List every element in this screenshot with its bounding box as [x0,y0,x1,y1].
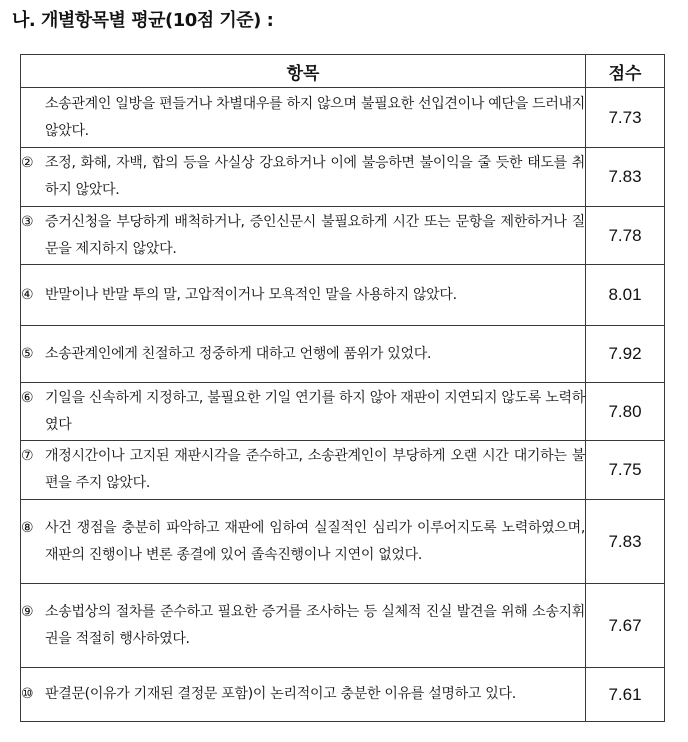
score-cell: 7.83 [586,500,665,584]
score-cell: 7.92 [586,326,665,383]
table-row [21,584,665,668]
item-number: ⑩ [21,686,34,702]
item-text-wrap [21,91,585,145]
item-text: 소송법상의 절차를 준수하고 필요한 증거를 조사하는 등 실체적 진실 발견을 위해 소송지휘권을 적절히 행사하였다. [45,603,585,647]
table-row [21,148,665,207]
item-number: ④ [21,286,34,303]
table-row [21,500,665,584]
item-number: ③ [21,213,34,230]
item-text-wrap [21,282,585,309]
header-score: 점수 [586,55,665,88]
table-row [21,265,665,326]
item-text-wrap [21,385,585,439]
score-cell: 7.73 [586,88,665,148]
header-item: 항목 [21,55,586,88]
item-text-wrap [21,443,585,497]
item-text: 판결문(이유가 기재된 결정문 포함)이 논리적이고 충분한 이유를 설명하고 있다. [45,686,516,702]
item-number: ⑥ [21,389,34,406]
item-number: ② [21,155,34,171]
item-text-wrap [21,599,585,653]
table-row [21,326,665,383]
item-text: 개정시간이나 고지된 재판시각을 준수하고, 소송관계인이 부당하게 오랜 시간 대기하는 불편을 주지 않았다. [45,448,585,491]
item-text: 기일을 신속하게 지정하고, 불필요한 기일 연기를 하지 않아 재판이 지연되지 않도록 노력하였다 [45,389,585,433]
item-cell [21,148,586,207]
score-cell: 7.61 [586,668,665,722]
section-heading: 나. 개별항목별 평균(10점 기준) : [12,10,274,31]
item-text-wrap [21,515,585,569]
item-cell [21,668,586,722]
table-row [21,88,665,148]
average-scores-table [20,54,665,722]
item-text: 사건 쟁점을 충분히 파악하고 재판에 임하여 실질적인 심리가 이루어지도록 노력하였으며, 재판의 진행이나 변론 종결에 있어 졸속진행이나 지연이 없었다. [45,519,585,563]
item-text: 소송관계인 일방을 편들거나 차별대우를 하지 않으며 불필요한 선입견이나 예단을 드러내지 않았다. [45,95,585,139]
item-text: 소송관계인에게 친절하고 정중하게 대하고 언행에 품위가 있었다. [45,345,432,362]
table-row [21,441,665,500]
item-cell [21,88,586,148]
item-text: 증거신청을 부당하게 배척하거나, 증인신문시 불필요하게 시간 또는 문항을 제한하거나 질문을 제지하지 않았다. [45,213,585,257]
score-cell: 8.01 [586,265,665,326]
item-text-wrap [21,341,585,368]
table-row [21,207,665,265]
item-cell [21,500,586,584]
item-text-wrap [21,681,585,708]
item-number: ⑧ [21,519,34,536]
item-cell [21,383,586,441]
score-cell: 7.75 [586,441,665,500]
item-cell [21,207,586,265]
score-cell: 7.80 [586,383,665,441]
item-cell [21,584,586,668]
score-cell: 7.83 [586,148,665,207]
item-number: ⑤ [21,345,34,362]
score-cell: 7.78 [586,207,665,265]
item-cell [21,326,586,383]
item-cell [21,265,586,326]
score-cell: 7.67 [586,584,665,668]
item-text: 반말이나 반말 투의 말, 고압적이거나 모욕적인 말을 사용하지 않았다. [45,286,457,303]
table-row [21,668,665,722]
item-text-wrap [21,150,585,204]
item-number: ⑦ [21,448,34,464]
table-header-row [21,55,665,88]
table-row [21,383,665,441]
item-cell [21,441,586,500]
item-text-wrap [21,209,585,263]
item-number: ⑨ [21,603,34,620]
item-text: 조정, 화해, 자백, 합의 등을 사실상 강요하거나 이에 불응하면 불이익을 줄 듯한 태도를 취하지 않았다. [45,155,585,198]
